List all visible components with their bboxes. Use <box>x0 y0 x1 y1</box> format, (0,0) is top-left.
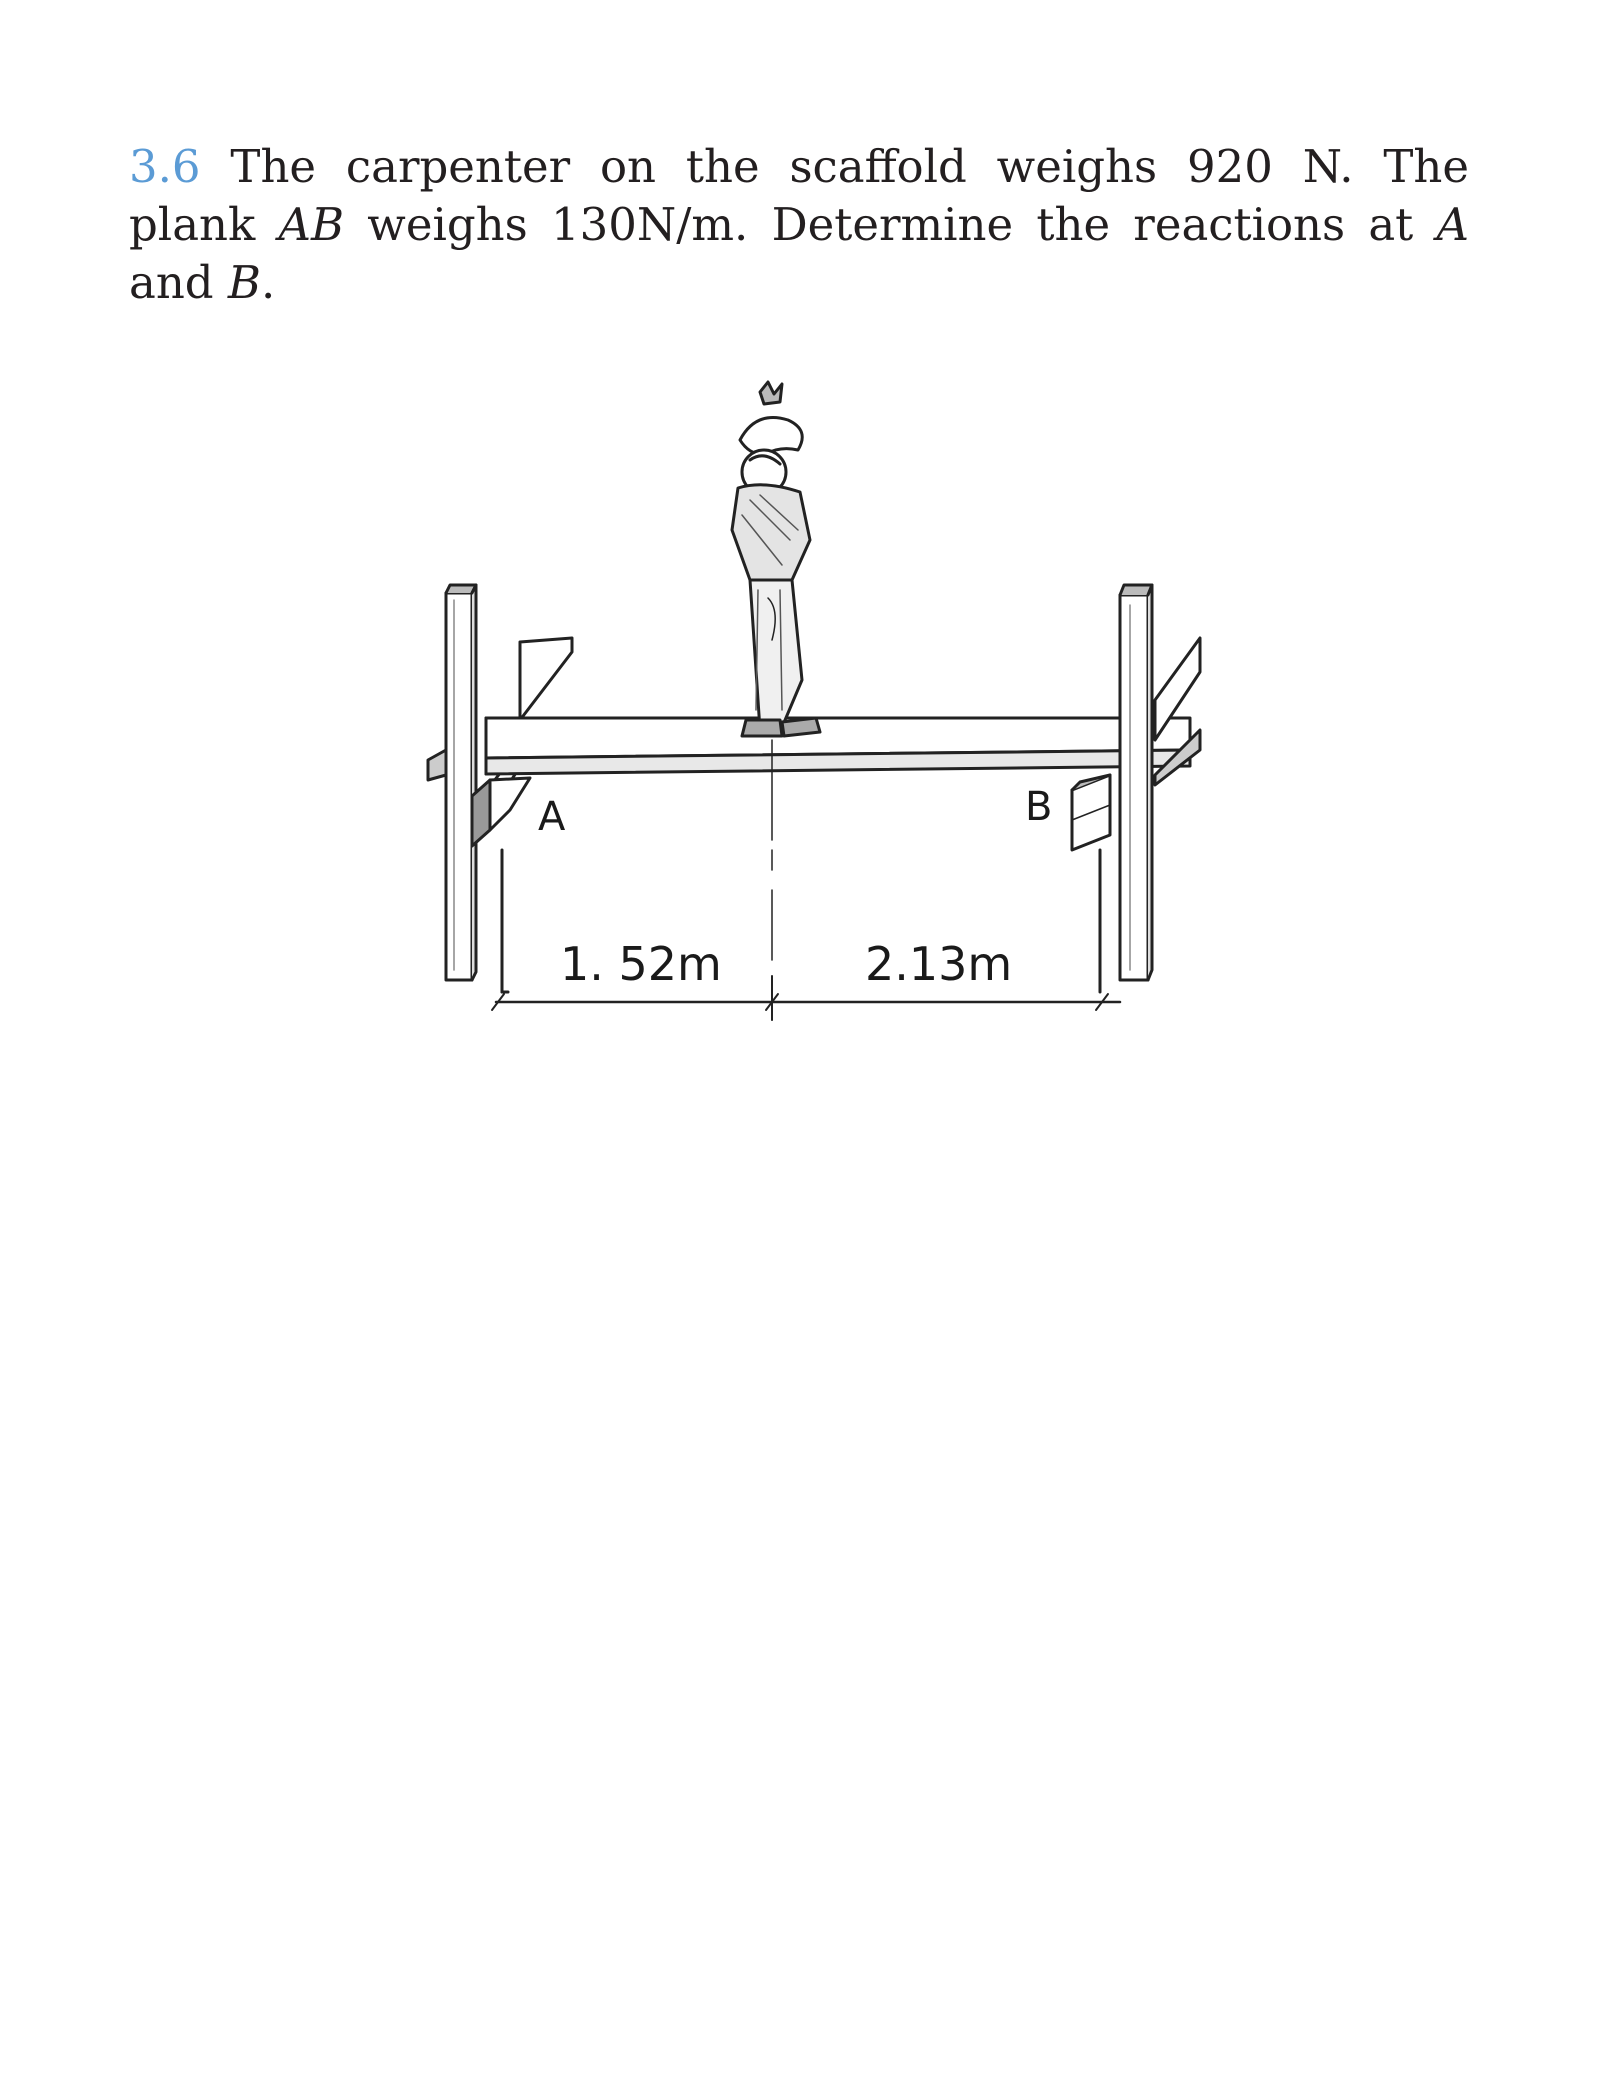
problem-statement <box>129 138 1469 312</box>
dimension-right-label: 2.13m <box>865 937 1013 991</box>
left-post <box>446 585 476 980</box>
problem-number: 3.6 <box>129 140 201 193</box>
right-post <box>1120 585 1152 980</box>
support-a-label: A <box>538 794 566 840</box>
problem-text-3: and <box>129 256 228 309</box>
point-a-ref: A <box>1436 198 1469 251</box>
problem-text-2: weighs 130N/m. Determine the reactions at <box>344 198 1437 251</box>
plank-label: AB <box>278 198 345 251</box>
support-a-block <box>472 778 530 992</box>
support-b-block <box>1072 775 1110 992</box>
point-b-ref: B <box>227 256 261 309</box>
problem-text-1: The carpenter on the scaffold weighs 920 N. The plank <box>129 140 1469 251</box>
scaffold-figure <box>420 380 1240 1080</box>
problem-text-4: . <box>261 256 276 309</box>
support-b-label: B <box>1025 784 1053 830</box>
plank <box>486 718 1190 774</box>
dimension-left-label: 1. 52m <box>560 937 722 991</box>
carpenter-figure <box>732 382 820 736</box>
left-crossbeam <box>428 750 446 780</box>
